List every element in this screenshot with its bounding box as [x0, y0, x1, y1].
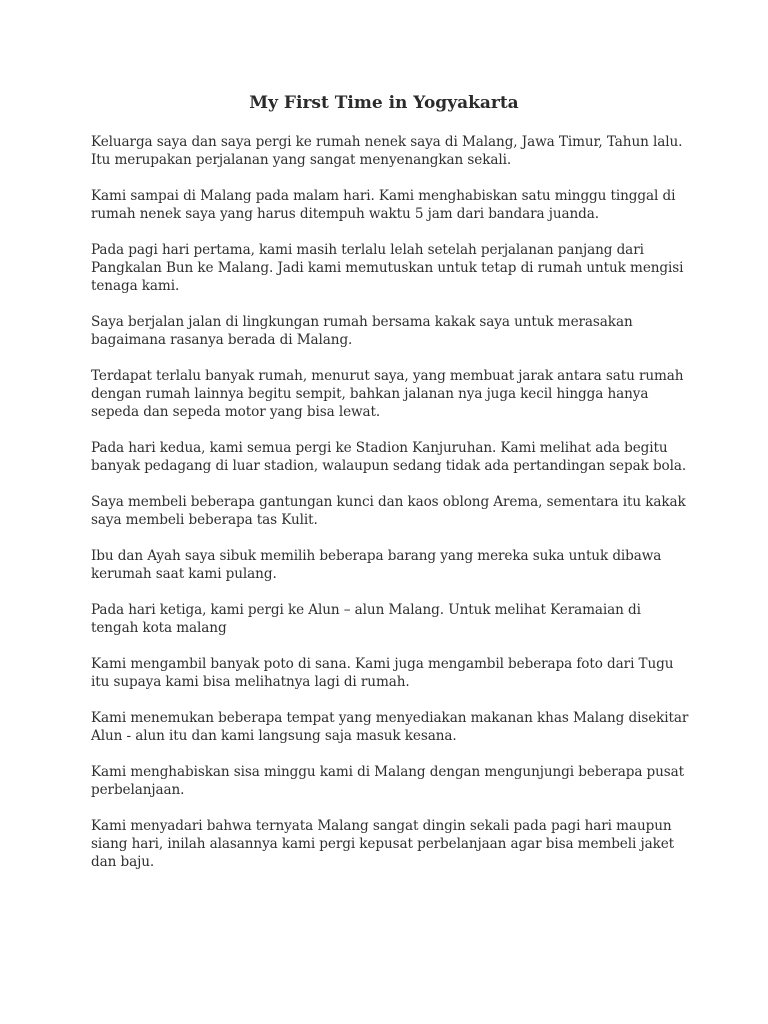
paragraph-line: Kami menghabiskan sisa minggu kami di Malang dengan mengunjungi beberapa pusat: [91, 764, 685, 780]
paragraph-12: [91, 763, 691, 799]
paragraph-line: Kami menemukan beberapa tempat yang menyediakan makanan khas Malang disekitar: [91, 710, 689, 726]
paragraph-line: tengah kota malang: [91, 620, 227, 636]
paragraph-line: bagaimana rasanya berada di Malang.: [91, 332, 353, 348]
paragraph-line: Alun - alun itu dan kami langsung saja masuk kesana.: [91, 728, 457, 744]
paragraph-13: [91, 817, 691, 871]
paragraph-3: [91, 241, 691, 295]
paragraph-9: [91, 601, 691, 637]
paragraph-line: Kami menyadari bahwa ternyata Malang sangat dingin sekali pada pagi hari maupun: [91, 818, 672, 834]
paragraph-line: itu supaya kami bisa melihatnya lagi di rumah.: [91, 674, 410, 690]
paragraph-line: Keluarga saya dan saya pergi ke rumah nenek saya di Malang, Jawa Timur, Tahun lalu.: [91, 134, 683, 150]
paragraph-11: [91, 709, 691, 745]
paragraph-line: banyak pedagang di luar stadion, walaupun sedang tidak ada pertandingan sepak bola.: [91, 458, 687, 474]
paragraph-line: Kami sampai di Malang pada malam hari. Kami menghabiskan satu minggu tinggal di: [91, 188, 676, 204]
paragraph-6: [91, 439, 691, 475]
paragraph-line: tenaga kami.: [91, 278, 180, 294]
paragraph-line: saya membeli beberapa tas Kulit.: [91, 512, 318, 528]
paragraph-line: sepeda dan sepeda motor yang bisa lewat.: [91, 404, 381, 420]
paragraph-line: Terdapat terlalu banyak rumah, menurut saya, yang membuat jarak antara satu rumah: [91, 368, 684, 384]
paragraph-line: Saya berjalan jalan di lingkungan rumah bersama kakak saya untuk merasakan: [91, 314, 633, 330]
paragraph-4: [91, 313, 691, 349]
paragraph-8: [91, 547, 691, 583]
paragraph-5: [91, 367, 691, 421]
paragraph-10: [91, 655, 691, 691]
paragraph-line: dan baju.: [91, 854, 155, 870]
paragraph-2: [91, 187, 691, 223]
paragraph-line: Ibu dan Ayah saya sibuk memilih beberapa barang yang mereka suka untuk dibawa: [91, 548, 662, 564]
paragraph-line: perbelanjaan.: [91, 782, 185, 798]
paragraph-line: rumah nenek saya yang harus ditempuh waktu 5 jam dari bandara juanda.: [91, 206, 599, 222]
paragraph-line: Saya membeli beberapa gantungan kunci dan kaos oblong Arema, sementara itu kakak: [91, 494, 686, 510]
paragraph-line: dengan rumah lainnya begitu sempit, bahkan jalanan nya juga kecil hingga hanya: [91, 386, 649, 402]
document-body: [91, 133, 691, 871]
paragraph-line: kerumah saat kami pulang.: [91, 566, 277, 582]
paragraph-line: siang hari, inilah alasannya kami pergi kepusat perbelanjaan agar bisa membeli jaket: [91, 836, 675, 852]
paragraph-line: Pada hari ketiga, kami pergi ke Alun – alun Malang. Untuk melihat Keramaian di: [91, 602, 641, 618]
document-title: My First Time in Yogyakarta: [249, 93, 519, 113]
paragraph-1: [91, 133, 691, 169]
paragraph-line: Kami mengambil banyak poto di sana. Kami juga mengambil beberapa foto dari Tugu: [91, 656, 674, 672]
paragraph-line: Itu merupakan perjalanan yang sangat menyenangkan sekali.: [91, 152, 512, 168]
paragraph-line: Pada hari kedua, kami semua pergi ke Stadion Kanjuruhan. Kami melihat ada begitu: [91, 440, 668, 456]
paragraph-line: Pada pagi hari pertama, kami masih terlalu lelah setelah perjalanan panjang dari: [91, 242, 644, 258]
paragraph-7: [91, 493, 691, 529]
paragraph-line: Pangkalan Bun ke Malang. Jadi kami memutuskan untuk tetap di rumah untuk mengisi: [91, 260, 684, 276]
